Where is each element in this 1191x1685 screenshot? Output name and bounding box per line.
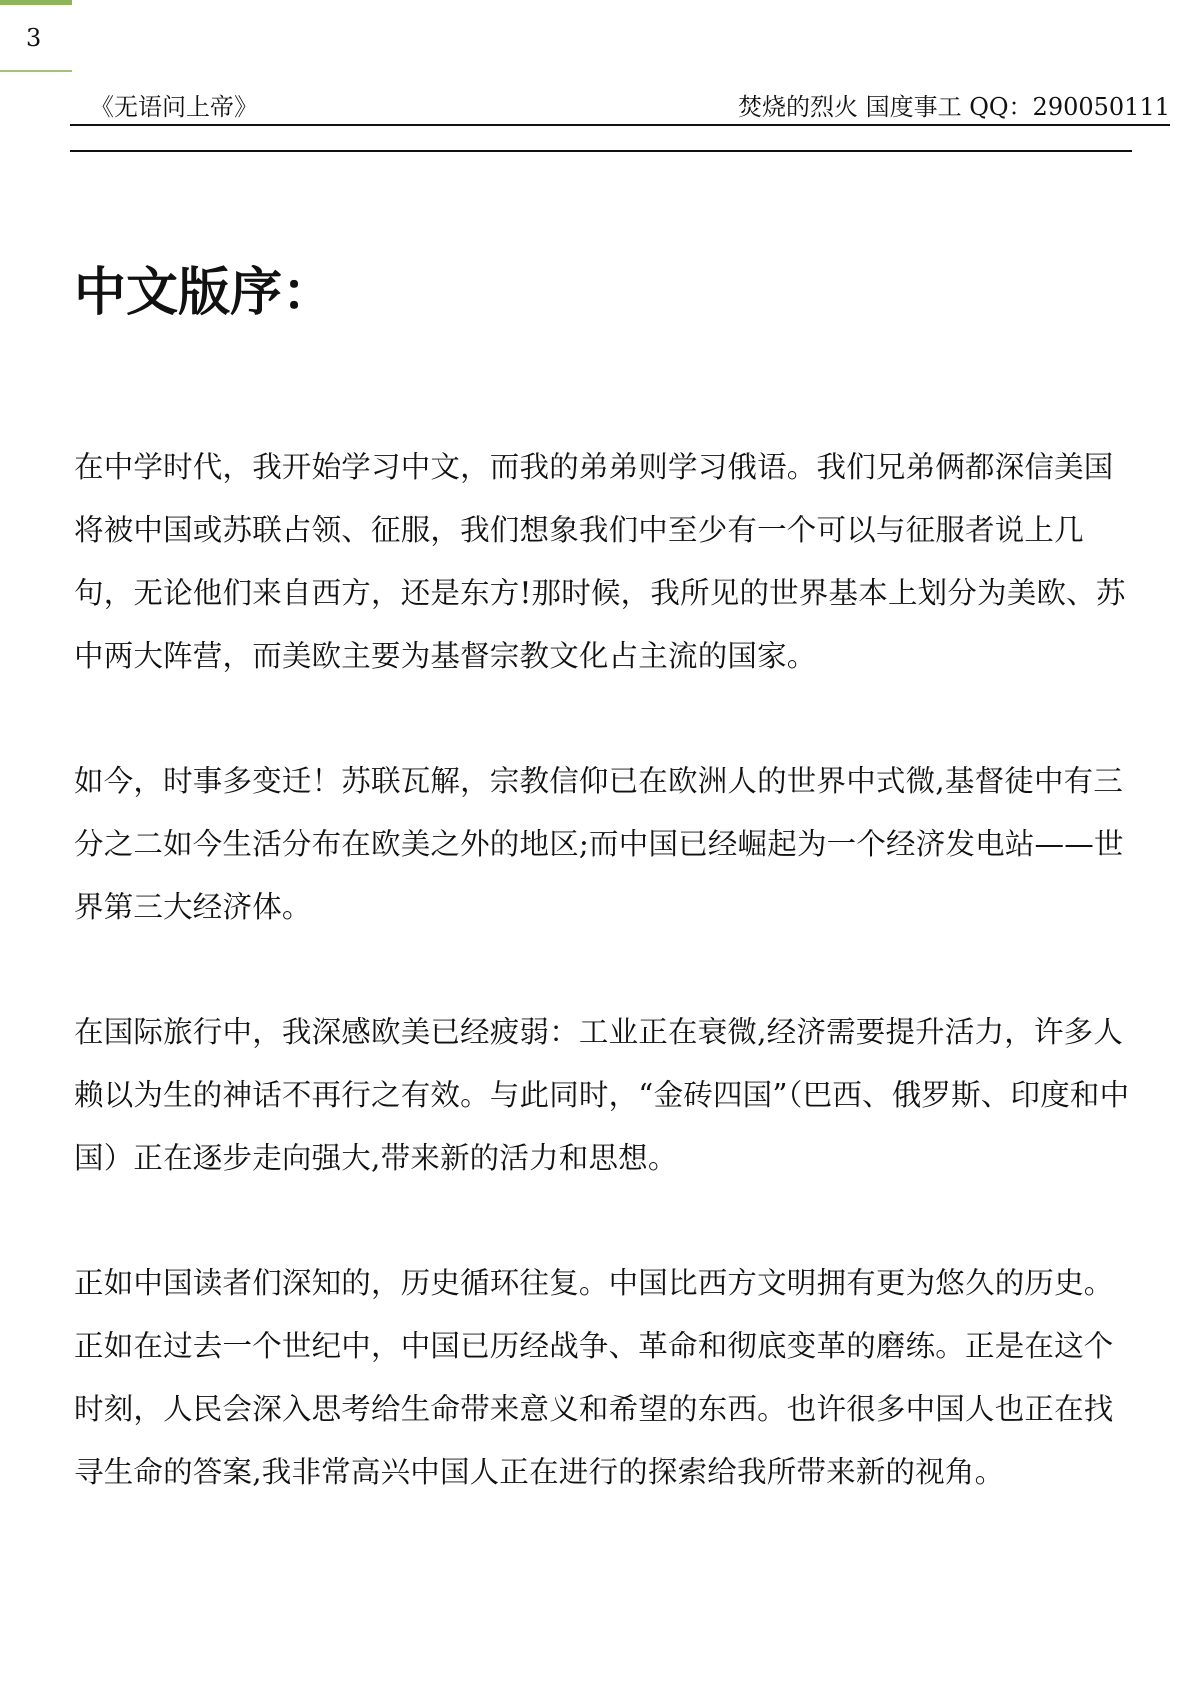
paragraph-1: 在中学时代，我开始学习中文，而我的弟弟则学习俄语。我们兄弟俩都深信美国将被中国或苏联占领、征服，我们想象我们中至少有一个可以与征服者说上几句，无论他们来自西方，还是东方!那时候，我所见的世界基本上划分为美欧、苏中两大阵营，而美欧主要为基督宗教文化占主流的国家。: [74, 450, 1126, 673]
header-rule: [70, 124, 1170, 126]
page-number: 3: [26, 24, 42, 52]
paragraph-4: 正如中国读者们深知的，历史循环往复。中国比西方文明拥有更为悠久的历史。正如在过去一个世纪中，中国已历经战争、革命和彻底变革的磨练。正是在这个时刻，人民会深入思考给生命带来意义和希望的东西。也许很多中国人也正在找寻生命的答案,我非常高兴中国人正在进行的探索给我所带来新的视角。: [74, 1266, 1114, 1489]
header-publisher-contact: 焚烧的烈火 国度事工 QQ：290050111: [737, 93, 1170, 121]
section-title: 中文版序：: [74, 262, 335, 323]
body-text: [74, 436, 1134, 1504]
page-number-accent-bar: [0, 0, 72, 5]
header-rule-secondary: [70, 150, 1132, 152]
page-number-box: [0, 0, 72, 72]
page-number-underline: [0, 70, 72, 72]
paragraph-2: 如今，时事多变迁！苏联瓦解，宗教信仰已在欧洲人的世界中式微,基督徒中有三分之二如今生活分布在欧美之外的地区;而中国已经崛起为一个经济发电站——世界第三大经济体。: [74, 764, 1124, 924]
header-book-title: 《无语问上帝》: [90, 93, 258, 121]
running-header: [70, 90, 1170, 124]
paragraph-3: 在国际旅行中，我深感欧美已经疲弱：工业正在衰微,经济需要提升活力，许多人赖以为生的神话不再行之有效。与此同时，“金砖四国”（巴西、俄罗斯、印度和中国）正在逐步走向强大,带来新的活力和思想。: [74, 1015, 1130, 1175]
